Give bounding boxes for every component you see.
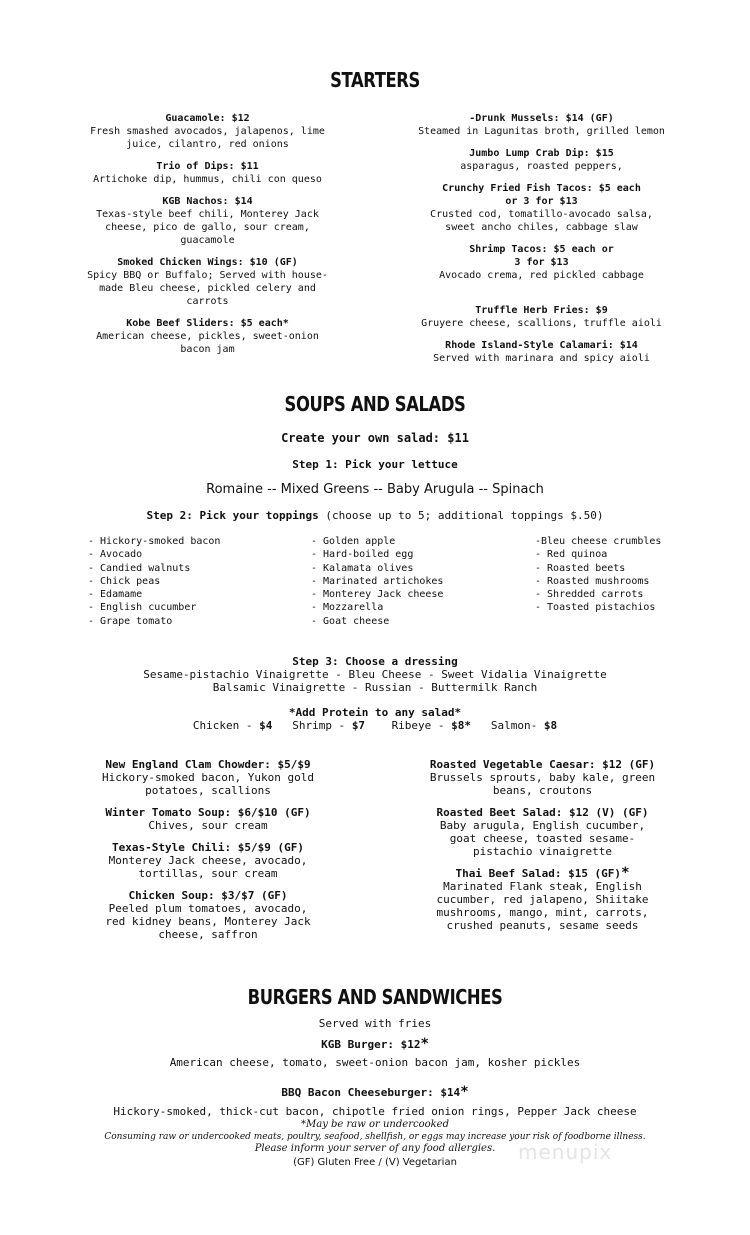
protein-shrimp-label: Shrimp - [292,719,352,732]
topping-item: - Goat cheese [311,615,390,627]
protein-shrimp-price: $7 [351,719,366,732]
topping-item: - Hard-boiled egg [311,549,414,561]
menu-item [425,758,660,797]
soups-right-column [425,758,660,941]
menu-item-desc: Peeled plum tomatoes, avocado, red kidney beans, Monterey Jack cheese, saffron [105,902,311,941]
topping-item: - Red quinoa [535,549,608,561]
protein-ribeye-label: Ribeye - [391,719,452,732]
kgb-burger-name-text: KGB Burger: $12 [321,1038,421,1051]
bbq-burger-name-text: BBQ Bacon Cheeseburger: $14 [281,1086,461,1099]
menu-item-desc: Spicy BBQ or Buffalo; Served with house-made Bleu cheese, pickled celery and carrots [87,270,328,307]
menu-item-desc: asparagus, roasted peppers, [460,161,623,172]
menu-item-name: Chicken Soup: $3/$7 (GF) [128,889,288,902]
topping-item: - Mozzarella [311,602,384,614]
create-salad-title: Create your own salad: $11 [281,431,469,445]
step2-title: Step 2: Pick your toppings [146,509,319,522]
menu-item-name: New England Clam Chowder: $5/$9 [105,758,311,771]
menu-item-name: Shrimp Tacos: $5 each or 3 for $13 [469,244,614,268]
menu-item [85,112,330,151]
menu-item [415,339,668,365]
menu-item-desc: Hickory-smoked bacon, Yukon gold potatoes, scallions [102,771,314,797]
soups-left-column [98,758,318,950]
menu-item-desc: Artichoke dip, hummus, chili con queso [93,174,322,185]
topping-item: - Edamame [88,589,143,601]
menu-item-desc: Texas-style beef chili, Monterey Jack cheese, pico de gallo, sour cream, guacamole [96,209,319,246]
menu-item-name: Roasted Vegetable Caesar: $12 (GF) [429,758,656,771]
foodborne-warning: Consuming raw or undercooked meats, poultry, seafood, shellfish, or eggs may increase your risk of foodborne illness. [104,1132,646,1142]
menu-item [98,806,318,832]
kgb-burger-name [0,1038,750,1051]
burgers-heading: BURGERS AND SANDWICHES [247,985,503,1009]
menu-item-name: Texas-Style Chili: $5/$9 (GF) [111,841,305,854]
protein-ribeye-price: $8* [451,719,472,732]
menu-item [415,112,668,138]
topping-item: - Golden apple [311,536,396,547]
menu-item [425,806,660,858]
menu-item [85,160,330,186]
menu-item [415,147,668,173]
bbq-burger-desc: Hickory-smoked, thick-cut bacon, chipotle fried onion rings, Pepper Jack cheese [113,1105,637,1118]
menu-item-name: Roasted Beet Salad: $12 (V) (GF) [436,806,649,819]
protein-title: *Add Protein to any salad* [288,706,462,719]
menu-item-desc: Steamed in Lagunitas broth, grilled lemon [418,126,665,137]
menu-item-name: Guacamole: $12 [165,113,250,124]
starters-heading: STARTERS [330,68,420,92]
toppings-column-2 [311,535,443,628]
kgb-burger-desc: American cheese, tomato, sweet-onion bacon jam, kosher pickles [169,1056,581,1069]
menu-item-name: Smoked Chicken Wings: $10 (GF) [117,257,298,268]
menu-item [415,243,668,282]
menu-item-desc: Brussels sprouts, baby kale, green beans, croutons [429,771,656,797]
menu-item-desc: Marinated Flank steak, English cucumber, red jalapeno, Shiitake mushrooms, mango, mint, carrots, crushed peanuts, sesame seeds [436,880,649,932]
menupix-watermark: menupix [518,1140,613,1164]
protein-chicken-price: $4 [259,719,273,732]
topping-item: - English cucumber [88,602,197,614]
bbq-burger-name [0,1086,750,1099]
asterisk-icon: * [420,1036,429,1052]
topping-item: -Bleu cheese crumbles [535,536,662,547]
topping-item: - Chick peas [88,575,161,587]
menu-item [415,182,668,234]
asterisk-icon: * [621,865,630,881]
topping-item: - Candied walnuts [88,562,191,574]
starters-left-column [85,112,330,365]
menu-item [98,889,318,941]
menu-item-desc: Baby arugula, English cucumber, goat cheese, toasted sesame-pistachio vinaigrette [439,819,646,858]
toppings-column-3 [535,535,661,615]
step1-label: Step 1: Pick your lettuce [292,458,458,471]
menu-item-name: -Drunk Mussels: $14 (GF) [469,113,614,124]
menu-item [85,195,330,247]
topping-item: - Shredded carrots [535,589,644,601]
menu-item [98,841,318,880]
menu-item-desc: Chives, sour cream [148,819,268,832]
allergy-notice: Please inform your server of any food allergies. [254,1143,496,1154]
toppings-column-1 [88,535,220,628]
topping-item: - Avocado [88,549,143,561]
served-with-fries: Served with fries [318,1017,432,1030]
menu-item-name: Jumbo Lump Crab Dip: $15 [469,148,614,159]
step3-label: Step 3: Choose a dressing [292,655,458,668]
menu-item-desc: Crusted cod, tomatillo-avocado salsa, sweet ancho chiles, cabbage slaw [430,209,653,233]
menu-item-desc: Fresh smashed avocados, jalapenos, lime juice, cilantro, red onions [90,126,325,150]
menu-item-name-text: Thai Beef Salad: $15 (GF) [455,867,622,880]
menu-item-desc: Served with marinara and spicy aioli [433,353,650,364]
menu-item [425,867,660,932]
menu-item-name: Trio of Dips: $11 [156,161,259,172]
dressing-line-1: Sesame-pistachio Vinaigrette - Bleu Cheese - Sweet Vidalia Vinaigrette [143,668,607,681]
menu-item [85,256,330,308]
menu-item [98,758,318,797]
protein-salmon-label: Salmon- [490,719,544,732]
step2-note: (choose up to 5; additional toppings $.50) [318,509,604,522]
raw-disclaimer: *May be raw or undercooked [301,1119,449,1130]
dressing-line-2: Balsamic Vinaigrette - Russian - Buttermilk Ranch [212,681,538,694]
topping-item: - Monterey Jack cheese [311,589,444,601]
menu-item [85,317,330,356]
menu-item-name: Truffle Herb Fries: $9 [475,305,608,316]
menu-item-name: Crunchy Fried Fish Tacos: $5 each or 3 for $13 [442,183,641,207]
protein-chicken-label: Chicken - [192,719,260,732]
starters-right-column [415,112,668,374]
soups-salads-heading: SOUPS AND SALADS [284,392,466,416]
protein-salmon-price: $8 [543,719,558,732]
lettuce-options: Romaine -- Mixed Greens -- Baby Arugula -- Spinach [206,482,544,497]
menu-item-desc: Monterey Jack cheese, avocado, tortillas, sour cream [108,854,308,880]
menu-item-name [425,867,660,880]
menu-item-name: Winter Tomato Soup: $6/$10 (GF) [105,806,311,819]
menu-item-desc: American cheese, pickles, sweet-onion bacon jam [96,331,319,355]
dietary-legend: (GF) Gluten Free / (V) Vegetarian [293,1157,457,1168]
topping-item: - Grape tomato [88,615,173,627]
menu-item [415,304,668,330]
menu-item-name: KGB Nachos: $14 [162,196,253,207]
topping-item: - Roasted beets [535,562,626,574]
topping-item: - Roasted mushrooms [535,575,650,587]
topping-item: - Hickory-smoked bacon [88,536,221,547]
topping-item: - Kalamata olives [311,562,414,574]
menu-item-name: Rhode Island-Style Calamari: $14 [445,340,638,351]
step2-label [0,509,750,522]
menu-item-name: Kobe Beef Sliders: $5 each* [126,318,289,329]
protein-options [0,719,750,732]
topping-item: - Marinated artichokes [311,575,444,587]
menu-item-desc: Gruyere cheese, scallions, truffle aioli [421,318,662,329]
menu-item-desc: Avocado crema, red pickled cabbage [439,270,644,281]
asterisk-icon: * [460,1084,469,1100]
topping-item: - Toasted pistachios [535,602,656,614]
